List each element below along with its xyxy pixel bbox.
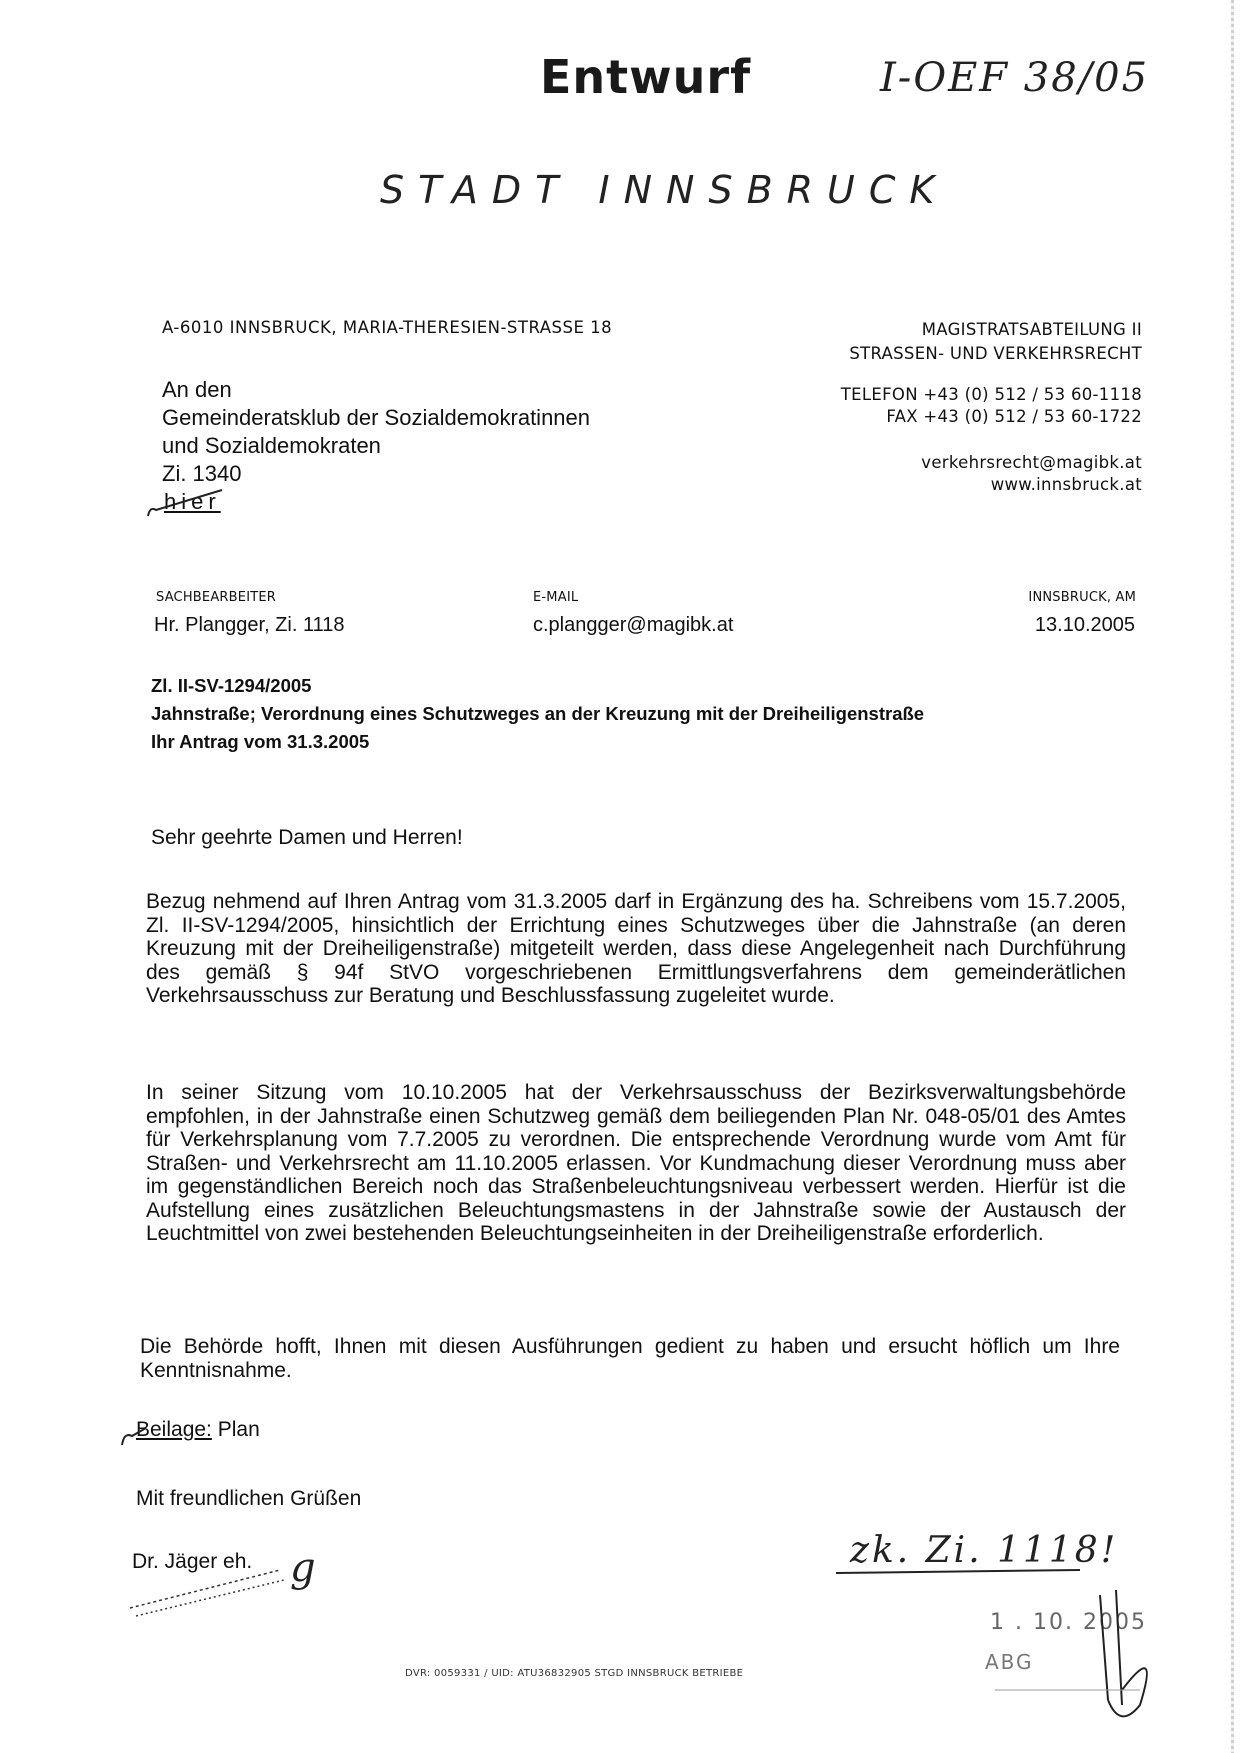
handwritten-initial: g bbox=[290, 1545, 316, 1591]
date-label: INNSBRUCK, AM bbox=[1028, 590, 1136, 605]
handwritten-note: zk. Zi. 1118! bbox=[850, 1530, 1119, 1571]
enclosure-value: Plan bbox=[217, 1418, 260, 1441]
handwritten-reference: I-OEF 38/05 bbox=[880, 55, 1150, 101]
subject-reference: Zl. II-SV-1294/2005 bbox=[151, 675, 312, 696]
department-email: verkehrsrecht@magibk.at bbox=[921, 453, 1142, 472]
clerk-value: Hr. Plangger, Zi. 1118 bbox=[154, 614, 345, 636]
enclosure-label: Beilage: bbox=[136, 1418, 212, 1441]
closing-greeting: Mit freundlichen Grüßen bbox=[136, 1487, 362, 1510]
email-label: E-MAIL bbox=[533, 590, 579, 605]
draft-stamp: Entwurf bbox=[540, 50, 752, 104]
phone-number: TELEFON +43 (0) 512 / 53 60-1118 bbox=[840, 385, 1142, 404]
signature-underline-1 bbox=[130, 1570, 280, 1608]
department-line1: MAGISTRATSABTEILUNG II bbox=[921, 320, 1142, 339]
clerk-label: SACHBEARBEITER bbox=[156, 590, 277, 605]
body-paragraph-1: Bezug nehmend auf Ihren Antrag vom 31.3.2005 darf in Ergänzung des ha. Schreibens vom 15.7.2005, Zl. II-SV-1294/2005, hinsichtlich der Errichtung eines Schutzweges über die Jahnstraße (an deren Kreuzung mit der Dreiheiligenstraße) mitgeteilt werden, dass diese Angelegenheit nach Durchführung des gemäß § 94f StVO vorgeschriebenen Ermittlungsverfahrens dem gemeinderätlichen Verkehrsausschuss zur Beratung und Beschlussfassung zugeleitet wurde. bbox=[146, 890, 1126, 1007]
enclosure-line bbox=[136, 1418, 260, 1442]
recipient-line1: An den bbox=[162, 377, 232, 402]
scan-edge bbox=[1231, 0, 1234, 1753]
department-line2: STRASSEN- UND VERKEHRSRECHT bbox=[849, 344, 1142, 363]
sender-address: A-6010 INNSBRUCK, MARIA-THERESIEN-STRASSE 18 bbox=[162, 318, 613, 337]
subject-block bbox=[151, 672, 924, 756]
recipient-line2: Gemeinderatsklub der Sozialdemokratinnen bbox=[162, 405, 591, 430]
recipient-note: hier bbox=[164, 489, 221, 514]
recipient-block bbox=[162, 376, 590, 516]
date-value: 13.10.2005 bbox=[1034, 614, 1135, 636]
handwritten-signature bbox=[1100, 1590, 1147, 1716]
fax-number: FAX +43 (0) 512 / 53 60-1722 bbox=[886, 407, 1142, 426]
received-stamp-date: 1 . 10. 2005 bbox=[990, 1610, 1147, 1635]
contact-block bbox=[841, 384, 1142, 496]
subject-title: Jahnstraße; Verordnung eines Schutzweges an der Kreuzung mit der Dreiheiligenstraße bbox=[151, 703, 925, 724]
body-paragraph-3: Die Behörde hofft, Ihnen mit diesen Ausführungen gedient zu haben und ersucht höflich um Ihre Kenntnisnahme. bbox=[140, 1335, 1120, 1382]
footer-registration: DVR: 0059331 / UID: ATU36832905 STGD INNSBRUCK BETRIEBE bbox=[405, 1668, 744, 1679]
subject-request: Ihr Antrag vom 31.3.2005 bbox=[151, 731, 370, 752]
received-stamp-label: ABG bbox=[985, 1650, 1034, 1674]
department-website: www.innsbruck.at bbox=[990, 475, 1142, 494]
recipient-line3: und Sozialdemokraten bbox=[162, 433, 381, 458]
department-block bbox=[849, 318, 1142, 366]
signature-underline-2 bbox=[136, 1580, 284, 1616]
salutation: Sehr geehrte Damen und Herren! bbox=[151, 826, 463, 849]
email-value: c.plangger@magibk.at bbox=[533, 614, 734, 636]
signer-name: Dr. Jäger eh. bbox=[132, 1550, 253, 1573]
recipient-room: Zi. 1340 bbox=[162, 461, 242, 486]
city-letterhead: STADT INNSBRUCK bbox=[380, 168, 949, 212]
body-paragraph-2: In seiner Sitzung vom 10.10.2005 hat der Verkehrsausschuss der Bezirksverwaltungsbehörde empfohlen, in der Jahnstraße einen Schutzweg gemäß dem beiliegenden Plan Nr. 048-05/01 des Amtes für Verkehrsplanung vom 7.7.2005 zu verordnen. Die entsprechende Verordnung wurde vom Amt für Straßen- und Verkehrsrecht am 11.10.2005 erlassen. Vor Kundmachung dieser Verordnung muss aber im gegenständlichen Bereich noch das Straßenbeleuchtungsniveau verbessert werden. Hierfür ist die Aufstellung eines zusätzlichen Beleuchtungsmastens in der Jahnstraße sowie der Austausch der Leuchtmittel von zwei bestehenden Beleuchtungseinheiten in der Dreiheiligenstraße erforderlich. bbox=[146, 1081, 1126, 1245]
